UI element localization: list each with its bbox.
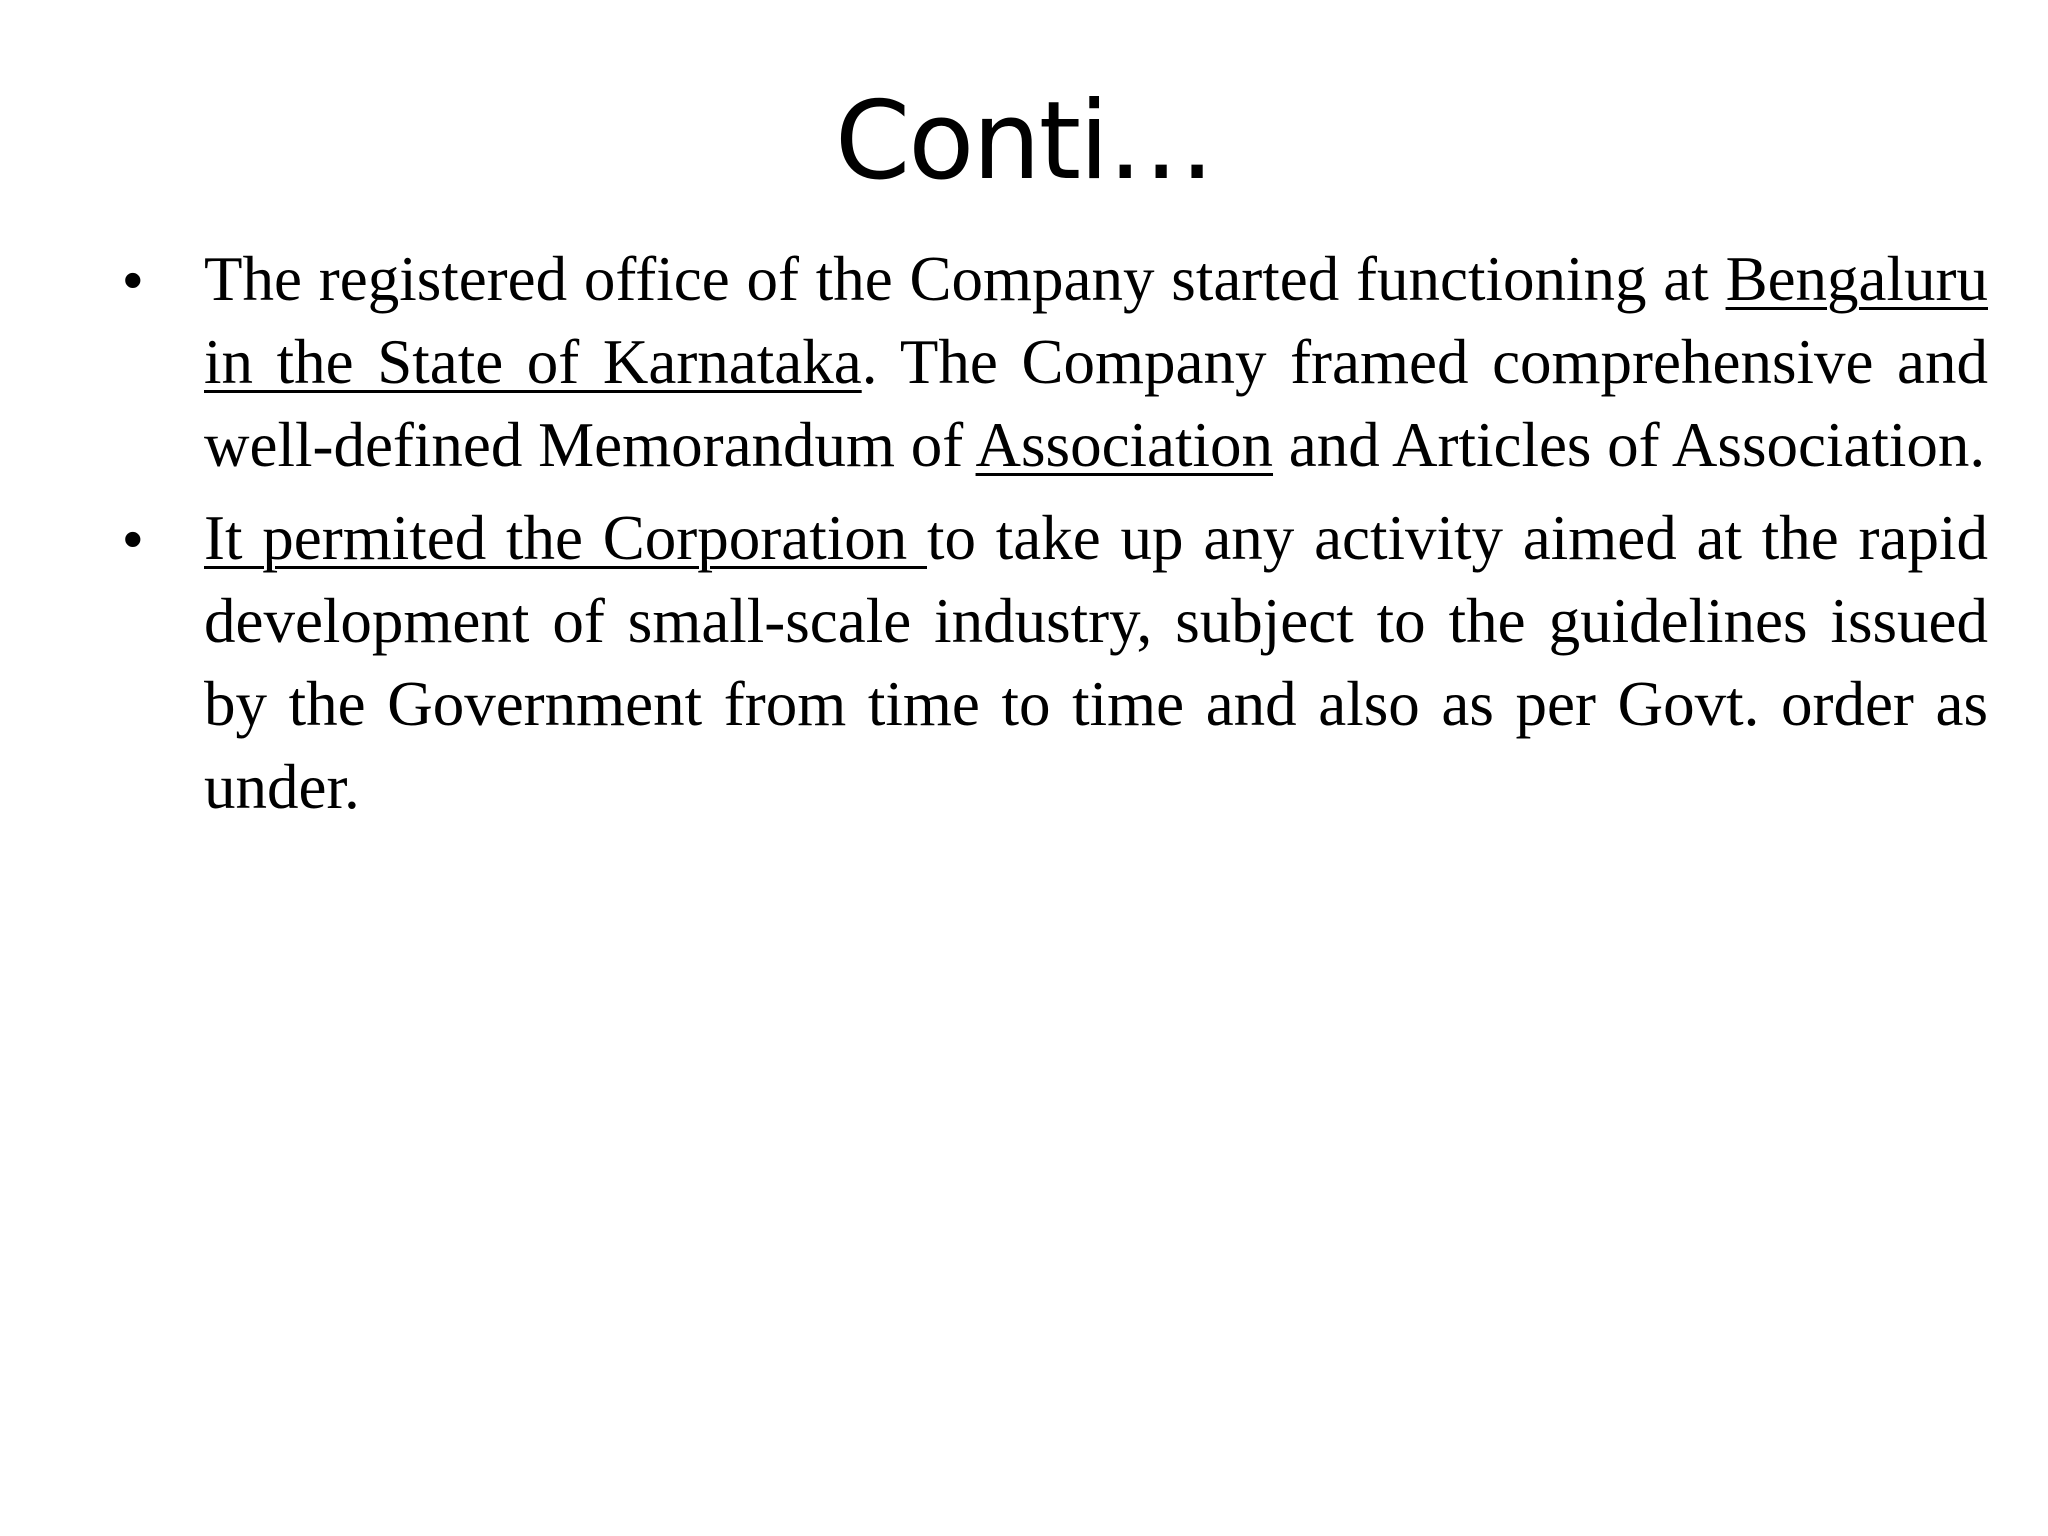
slide-title: Conti… bbox=[834, 79, 1214, 204]
bullet-item-permitted-activity bbox=[120, 497, 1988, 829]
bullet-list bbox=[120, 238, 1988, 839]
bullet-item-registered-office bbox=[120, 238, 1988, 487]
bullet-icon: • bbox=[123, 507, 143, 570]
underlined-term: Association bbox=[975, 410, 1274, 480]
bullet-text: The registered office of the Company started functioning at bbox=[204, 244, 1726, 314]
bullet-icon: • bbox=[123, 248, 143, 311]
underlined-phrase: It permited the Corporation bbox=[204, 503, 927, 573]
bullet-text: to take up any activity aimed at the rapid development of small-scale industry, subject to the guidelines issued by the Government from time to time and also as per Govt. order as under. bbox=[204, 503, 1988, 822]
underlined-location: Bengaluru in the State of Karnataka bbox=[204, 244, 1988, 397]
bullet-text: . The Company framed comprehensive and well-defined Memorandum of bbox=[204, 327, 1989, 480]
bullet-text: and Articles of Association. bbox=[1273, 410, 1986, 480]
